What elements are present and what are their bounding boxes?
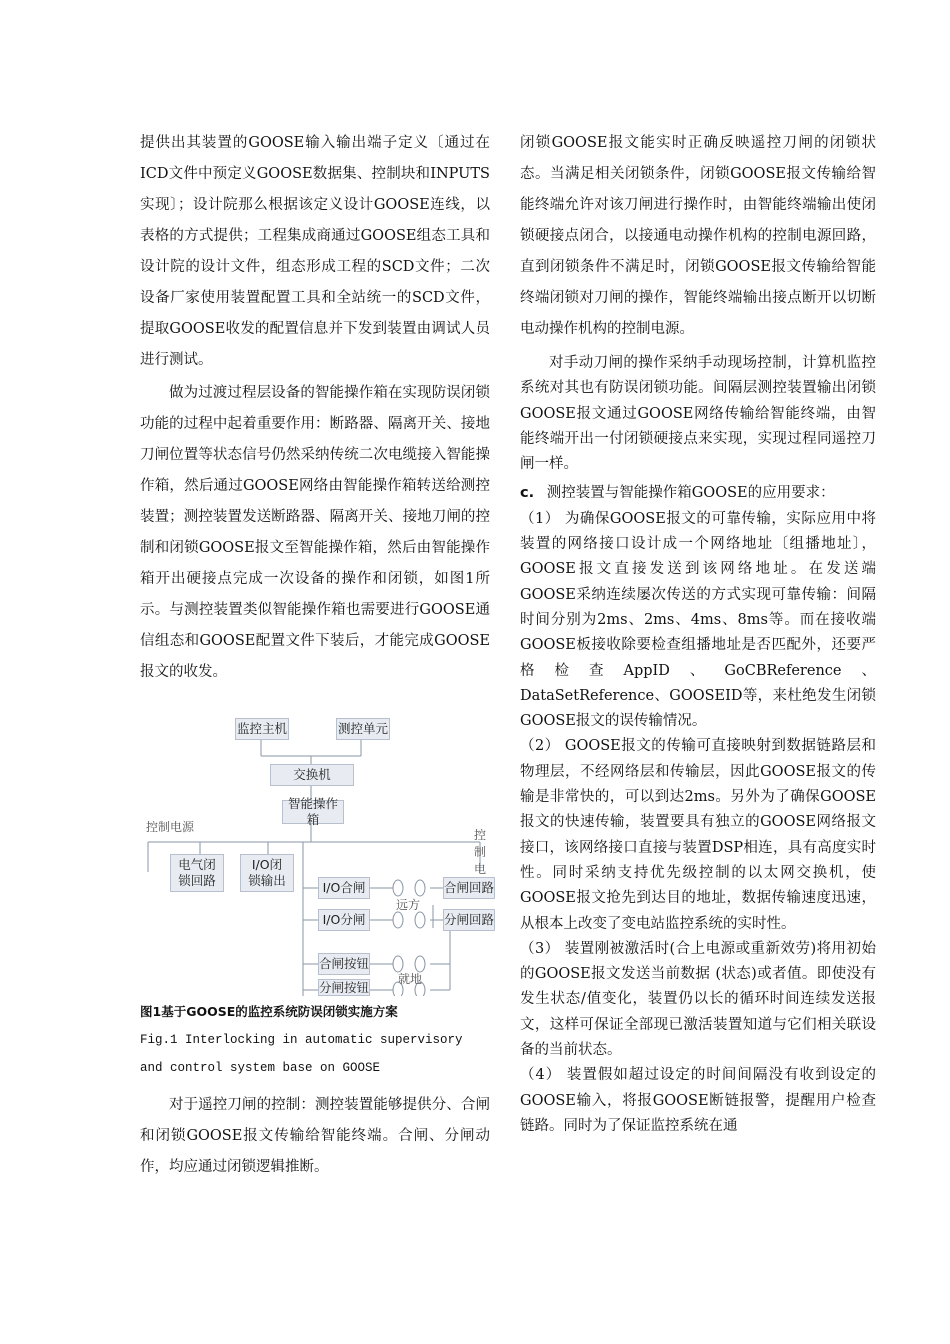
io-open-box: I/O分闸 [318, 909, 370, 931]
requirement-item-1: （1） 为确保GOOSE报文的可靠传输，实际应用中将装置的网络接口设计成一个网络地址〔组播地址〕，GOOSE报文直接发送到该网络地址。在发送端GOOSE采纳连续屡次传送的方式实现可靠传输：间隔时间分别为2ms、2ms、4ms、8ms等。而在接收端GOOSE板接收除要检查组播地址是否匹配外，还要严格检查AppID、GoCBReference、DataSetReference、GOOSEID等，来杜绝发生闭锁GOOSE报文的误传输情况。 [520, 510, 876, 730]
switch-box: 交换机 [270, 764, 354, 786]
figure-interlocking-diagram [140, 706, 495, 996]
right-paragraph-1: 闭锁GOOSE报文能实时正确反映遥控刀闸的闭锁状态。当满足相关闭锁条件，闭锁GOOSE报文传输给智能终端允许对该刀闸进行操作时，由智能终端输出使闭锁硬接点闭合，以接通电动操作机构的控制电源回路，直到闭锁条件不满足时，闭锁GOOSE报文传输给智能终端闭锁对刀闸的操作，智能终端输出接点断开以切断电动操作机构的控制电源。 [520, 135, 876, 337]
right-paragraph-2: 对手动刀闸的操作采纳手动现场控制，计算机监控系统对其也有防误闭锁功能。间隔层测控装置输出闭锁GOOSE报文通过GOOSE网络传输给智能终端，由智能终端开出一付闭锁硬接点来实现，实现过程同遥控刀闸一样。 [520, 355, 876, 473]
requirement-item-3: （3） 装置刚被激活时(合上电源或重新效劳)将用初始的GOOSE报文发送当前数据 (状态)或者值。即使没有发生状态/值变化，装置仍以长的循环时间连续发送报文，这样可保证全部现已激活装置知道与它们相关联设备的当前状态。 [520, 940, 876, 1059]
open-loop-box: 分闸回路 [443, 909, 495, 931]
left-paragraph-3: 对于遥控刀闸的控制：测控装置能够提供分、合闸和闭锁GOOSE报文传输给智能终端。合闸、分闸动作，均应通过闭锁逻辑推断。 [140, 1097, 490, 1175]
figure-caption-en: Fig.1 Interlocking in automatic supervisory and control system base on GOOSE [140, 1033, 463, 1075]
requirement-item-4: （4） 装置假如超过设定的时间间隔没有收到设定的GOOSE输入，将报GOOSE断链报警，提醒用户检查链路。同时为了保证监控系统在通 [520, 1067, 876, 1134]
io-lock-text: I/O闭锁输出 [248, 857, 286, 888]
local-label: 就地 [398, 972, 423, 986]
io-close-box: I/O合闸 [318, 877, 370, 899]
power-left-label: 控制电源 [146, 820, 195, 834]
open-button-box: 分闸按钮 [319, 979, 370, 995]
measure-unit-box: 测控单元 [336, 718, 390, 740]
left-paragraph-1: 提供出其装置的GOOSE输入输出端子定义〔通过在ICD文件中预定义GOOSE数据集、控制块和INPUTS实现〕；设计院那么根据该定义设计GOOSE连线，以表格的方式提供；工程集成商通过GOOSE组态工具和设计院的设计文件，组态形成工程的SCD文件；二次设备厂家使用装置配置工具和全站统一的SCD文件，提取GOOSE收发的配置信息并下发到装置由调试人员进行测试。 [140, 135, 490, 368]
monitor-host-box: 监控主机 [235, 718, 289, 740]
section-c-marker: c. [520, 485, 535, 502]
elec-lock-box [170, 854, 224, 892]
power-right-label: 控制电 [474, 828, 487, 876]
left-paragraph-2: 做为过渡过程层设备的智能操作箱在实现防误闭锁功能的过程中起着重要作用：断路器、隔离开关、接地刀闸位置等状态信号仍然采纳传统二次电缆接入智能操作箱，然后通过GOOSE网络由智能操作箱转送给测控装置；测控装置发送断路器、隔离开关、接地刀闸的控制和闭锁GOOSE报文至智能操作箱，然后由智能操作箱开出硬接点完成一次设备的操作和闭锁，如图1所示。与测控装置类似智能操作箱也需要进行GOOSE通信组态和GOOSE配置文件下装后，才能完成GOOSE报文的收发。 [140, 385, 490, 680]
section-c-heading [520, 481, 876, 506]
figure-caption-cn: 图1基于GOOSE的监控系统防误闭锁实施方案 [140, 1004, 398, 1019]
io-lock-box [240, 854, 294, 892]
diagram-connectors [140, 706, 490, 996]
requirement-item-2: （2） GOOSE报文的传输可直接映射到数据链路层和物理层，不经网络层和传输层，因此GOOSE报文的传输是非常快的，可以到达2ms。另外为了确保GOOSE报文的快速传输，装置要具有独立的GOOSE网络报文接口，该网络接口直接与装置DSP相连，具有高度实时性。同时采纳支持优先级控制的以太网交换机，使GOOSE报文抢先到达目的地址，数据传输速度迅速，从根本上改变了变电站监控系统的实时性。 [520, 738, 876, 932]
right-column [520, 128, 876, 1139]
remote-label: 远方 [396, 898, 421, 912]
close-button-box: 合闸按钮 [318, 953, 370, 975]
elec-lock-text: 电气闭锁回路 [178, 857, 216, 888]
smart-box: 智能操作箱 [282, 800, 344, 824]
close-loop-box: 合闸回路 [443, 877, 495, 899]
section-c-title: 测控装置与智能操作箱GOOSE的应用要求： [546, 485, 835, 502]
left-column [140, 128, 495, 1183]
